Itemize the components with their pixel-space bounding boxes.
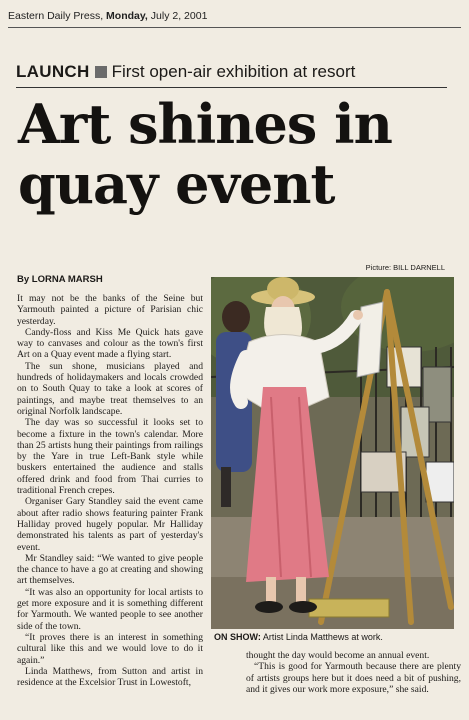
paragraph: Organiser Gary Standley said the event came about after radio shows featuring painter Frank Halliday proved hugely popular. Mr Halliday demonstrated his talents as part of yesterday's event. bbox=[17, 496, 203, 553]
article-body-left bbox=[17, 293, 203, 688]
article-body-right bbox=[246, 650, 461, 695]
byline-name: LORNA MARSH bbox=[31, 274, 103, 285]
dateline-paper: Eastern Daily Press, bbox=[8, 10, 104, 22]
paragraph: “It proves there is an interest in something cultural like this and we would love to do it again.” bbox=[17, 631, 203, 666]
paragraph: “It was also an opportunity for local artists to get more exposure and it is something different for Yarmouth. We wanted people to see another side of the town. bbox=[17, 586, 203, 632]
dateline-day: Monday, bbox=[106, 10, 148, 22]
dateline bbox=[8, 10, 207, 22]
paragraph: Candy-floss and Kiss Me Quick hats gave way to canvases and colour as the town's first Art on a Quay event made a flying start. bbox=[17, 326, 203, 361]
headline-line-1: Art shines in bbox=[18, 92, 392, 156]
kicker-rule bbox=[16, 87, 447, 88]
kicker-tag: LAUNCH bbox=[16, 62, 90, 81]
byline bbox=[17, 274, 103, 285]
dateline-date: July 2, 2001 bbox=[150, 10, 208, 22]
artist-at-easel-photo bbox=[211, 277, 454, 629]
byline-by: By bbox=[17, 274, 30, 285]
paragraph: The sun shone, musicians played and hundreds of holidaymakers and locals crowded on to South Quay to take a look at scores of paintings, and maybe treat themselves to an original Norfolk landscape. bbox=[17, 360, 203, 417]
headline bbox=[18, 94, 448, 214]
paragraph: Linda Matthews, from Sutton and artist in residence at the Excelsior Trust in Lowestoft, bbox=[17, 665, 203, 689]
photo-caption bbox=[214, 632, 464, 642]
article-photo bbox=[211, 277, 454, 629]
paragraph: Mr Standley said: “We wanted to give people the chance to have a go at creating and showing art themselves. bbox=[17, 552, 203, 587]
kicker-text: First open-air exhibition at resort bbox=[111, 62, 356, 81]
paragraph: It may not be the banks of the Seine but Yarmouth painted a picture of Parisian chic yesterday. bbox=[17, 293, 203, 327]
caption-lead: ON SHOW: bbox=[214, 632, 261, 642]
paragraph: “This is good for Yarmouth because there are plenty of artists groups here but it does need a bit of pushing, and it gives our work more exposure,” she said. bbox=[246, 661, 461, 695]
paragraph: thought the day would become an annual event. bbox=[246, 650, 430, 661]
top-rule bbox=[8, 27, 461, 28]
square-bullet-icon bbox=[95, 66, 107, 78]
headline-line-2: quay event bbox=[18, 152, 335, 216]
kicker bbox=[16, 62, 355, 82]
caption-text: Artist Linda Matthews at work. bbox=[262, 632, 383, 642]
paragraph: The day was so successful it looks set to become a fixture in the town's calendar. More than 25 artists hung their paintings from railings by the Yare in true Left-Bank style while buskers entertained the audience and stalls offered drink and food from Thai curries to traditional French crepes. bbox=[17, 417, 203, 497]
picture-credit: Picture: BILL DARNELL bbox=[365, 263, 445, 272]
